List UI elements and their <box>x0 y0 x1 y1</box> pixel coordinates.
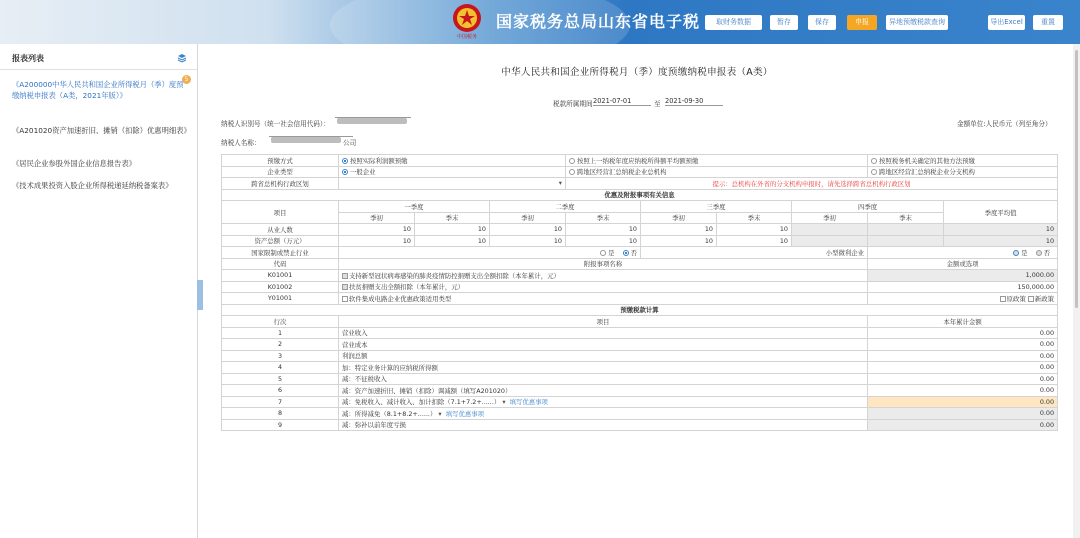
form-title: 中华人民共和国企业所得税月（季）度预缴纳税申报表（A类） <box>501 67 773 78</box>
region-warning: 提示：总机构在外省的分支机构申报时，请先选择跨省总机构行政区划 <box>566 178 1058 190</box>
redacted-taxpayer-name <box>271 137 341 143</box>
radio-icon <box>1013 250 1019 256</box>
q2-end-header: 季末 <box>566 212 641 224</box>
sidebar-item-foreign-shares[interactable]: 《居民企业参股外国企业信息报告表》 <box>12 159 137 168</box>
old-policy-label: 原政策 <box>1006 294 1026 303</box>
sidebar-item-a201020[interactable]: 《A201020资产加速折旧、摊销（扣除）优惠明细表》 <box>12 126 191 135</box>
line-no: 4 <box>222 362 339 374</box>
restricted-industry-label: 国家限制或禁止行业 <box>222 247 339 259</box>
assets-q1-end[interactable]: 10 <box>415 235 490 247</box>
region-row <box>222 178 1058 190</box>
calc-amount[interactable]: 0.00 <box>868 350 1058 362</box>
calc-row <box>222 350 1058 362</box>
checkbox-icon[interactable] <box>1000 296 1006 302</box>
sidebar-title: 报表列表 <box>12 54 44 63</box>
radio-icon <box>569 169 575 175</box>
calc-section-title: 预缴税款计算 <box>222 304 1058 316</box>
attach-row <box>222 270 1058 282</box>
taxpayer-name-suffix: 公司 <box>343 139 357 147</box>
employees-q1-end[interactable]: 10 <box>415 224 490 236</box>
export-excel-button[interactable]: 导出Excel <box>988 15 1025 30</box>
line-no: 5 <box>222 373 339 385</box>
method-option-actual[interactable]: 按照实际利润额预缴 <box>339 155 566 167</box>
line-no: 9 <box>222 419 339 431</box>
calc-item: 营业收入 <box>339 327 868 339</box>
average-header: 季度平均值 <box>944 201 1058 224</box>
type-option-head-office[interactable]: 跨地区经营汇总纳税企业总机构 <box>566 166 868 178</box>
amount-unit: 金额单位:人民币元（列至角分） <box>957 120 1052 128</box>
software-policy-options[interactable] <box>868 293 1058 305</box>
restricted-yes-label: 是 <box>608 248 615 257</box>
industry-row <box>222 247 1058 259</box>
chevron-down-icon[interactable]: ▾ <box>438 409 442 418</box>
q4-start-header: 季初 <box>792 212 868 224</box>
calc-row <box>222 396 1058 408</box>
attach-code: Y01001 <box>222 293 339 305</box>
calc-row <box>222 419 1058 431</box>
count-badge: 5 <box>182 75 191 84</box>
assets-average: 10 <box>944 235 1058 247</box>
calc-item: 减：弥补以前年度亏损 <box>339 419 868 431</box>
calc-row <box>222 327 1058 339</box>
calc-amount[interactable]: 0.00 <box>868 385 1058 397</box>
q1-header: 一季度 <box>339 201 490 213</box>
attach-item: 支持新型冠状病毒感染的肺炎疫情防控捐赠支出全额扣除（本年累计，元） <box>339 270 868 282</box>
calc-amount[interactable]: 0.00 <box>868 339 1058 351</box>
layers-icon[interactable] <box>177 53 187 63</box>
q4-end-header: 季末 <box>868 212 944 224</box>
q1-start-header: 季初 <box>339 212 415 224</box>
q3-end-header: 季末 <box>717 212 792 224</box>
chevron-down-icon: ▾ <box>558 179 562 188</box>
radio-icon <box>342 158 348 164</box>
temp-save-button[interactable]: 暂存 <box>770 15 798 30</box>
method-row <box>222 155 1058 167</box>
fill-preferential-link[interactable]: 填写优惠事项 <box>509 398 548 407</box>
checkbox-icon[interactable] <box>1028 296 1034 302</box>
sidebar-header <box>0 44 197 70</box>
calc-item: 减：免税收入、减计收入、加计扣除（7.1+7.2+......） ▾ 填写优惠事项 <box>339 396 868 408</box>
calc-amount[interactable]: 0.00 <box>868 362 1058 374</box>
restricted-no-label: 否 <box>630 248 637 257</box>
attach-item: 扶贫捐赠支出全额扣除（本年累计，元） <box>339 281 868 293</box>
attach-code: K01001 <box>222 270 339 282</box>
assets-q1-start[interactable]: 10 <box>339 235 415 247</box>
employees-q1-start[interactable]: 10 <box>339 224 415 236</box>
calc-item: 利润总额 <box>339 350 868 362</box>
radio-icon <box>569 158 575 164</box>
small-enterprise-label: 小型微利企业 <box>641 247 868 259</box>
region-label: 跨省总机构行政区划 <box>222 178 339 190</box>
radio-icon <box>1036 250 1042 256</box>
radio-icon <box>342 169 348 175</box>
calc-row <box>222 373 1058 385</box>
method-option-average[interactable]: 按照上一纳税年度应纳税所得额平均额预缴 <box>566 155 868 167</box>
calc-amount[interactable]: 0.00 <box>868 327 1058 339</box>
employees-q2-end[interactable]: 10 <box>566 224 641 236</box>
assets-q2-end[interactable]: 10 <box>566 235 641 247</box>
period-separator: 至 <box>654 100 661 108</box>
small-yes-label: 是 <box>1021 248 1028 257</box>
employees-label: 从业人数 <box>222 224 339 236</box>
line-no: 8 <box>222 408 339 420</box>
app-header <box>0 0 1080 44</box>
checkbox-icon[interactable] <box>342 296 348 302</box>
assets-q4-end <box>868 235 944 247</box>
calc-item-header: 项目 <box>339 316 868 328</box>
type-option-general[interactable]: 一般企业 <box>339 166 566 178</box>
declare-button[interactable]: 申报 <box>847 15 877 30</box>
radio-icon[interactable] <box>600 250 606 256</box>
radio-icon <box>871 169 877 175</box>
attach-code: K01002 <box>222 281 339 293</box>
radio-icon[interactable] <box>623 250 629 256</box>
restricted-industry-options[interactable] <box>339 247 641 259</box>
attach-amount-header: 金额或选项 <box>868 258 1058 270</box>
new-policy-label: 新政策 <box>1034 294 1055 303</box>
employees-q2-start[interactable]: 10 <box>490 224 566 236</box>
checkbox-icon <box>342 284 348 290</box>
attach-row <box>222 293 1058 305</box>
assets-q2-start[interactable]: 10 <box>490 235 566 247</box>
taxpayer-id-label: 纳税人识别号（统一社会信用代码）： <box>221 120 330 128</box>
q3-header: 三季度 <box>641 201 792 213</box>
calc-row <box>222 408 1058 420</box>
form-table <box>221 154 1058 431</box>
q2-start-header: 季初 <box>490 212 566 224</box>
taxpayer-name-label: 纳税人名称： <box>221 139 261 147</box>
employees-row <box>222 224 1058 236</box>
employees-q3-start[interactable]: 10 <box>641 224 717 236</box>
employees-q3-end[interactable]: 10 <box>717 224 792 236</box>
fetch-finance-data-button[interactable]: 取财务数据 <box>705 15 762 30</box>
period-label: 税款所属期间 <box>553 100 593 108</box>
checkbox-icon <box>342 273 348 279</box>
calc-amount: 0.00 <box>868 408 1058 420</box>
calc-item: 加：特定业务计算的应纳税所得额 <box>339 362 868 374</box>
line-no-header: 行次 <box>222 316 339 328</box>
q2-header: 二季度 <box>490 201 641 213</box>
type-row <box>222 166 1058 178</box>
save-button[interactable]: 保存 <box>808 15 836 30</box>
line-no: 2 <box>222 339 339 351</box>
calc-row <box>222 339 1058 351</box>
assets-label: 资产总额（万元） <box>222 235 339 247</box>
calc-row <box>222 362 1058 374</box>
attach-code-header: 代码 <box>222 258 339 270</box>
period-to-input[interactable]: 2021-09-30 <box>665 97 723 106</box>
remote-prepay-query-button[interactable]: 异地预缴税款查询 <box>886 15 948 30</box>
type-option-branch[interactable]: 跨地区经营汇总纳税企业分支机构 <box>868 166 1058 178</box>
calc-item: 减：资产加速折旧、摊销（扣除）调减额（填写A201020） <box>339 385 868 397</box>
employees-average: 10 <box>944 224 1058 236</box>
emblem-caption: 中国税务 <box>456 34 477 40</box>
q4-header: 四季度 <box>792 201 944 213</box>
calc-item: 营业成本 <box>339 339 868 351</box>
attach-name-header: 附报事项名称 <box>339 258 868 270</box>
assets-q3-start[interactable]: 10 <box>641 235 717 247</box>
chevron-down-icon[interactable]: ▾ <box>502 398 506 407</box>
assets-row <box>222 235 1058 247</box>
fill-preferential-link[interactable]: 填写优惠事项 <box>445 409 485 418</box>
reset-button[interactable]: 重置 <box>1033 15 1063 30</box>
line-no: 7 <box>222 396 339 408</box>
employees-q4-end <box>868 224 944 236</box>
assets-q3-end[interactable]: 10 <box>717 235 792 247</box>
method-option-other[interactable]: 按照税务机关确定的其他方法预缴 <box>868 155 1058 167</box>
small-enterprise-options <box>868 247 1058 259</box>
attach-item[interactable]: 软件集成电路企业优惠政策适用类型 <box>339 293 868 305</box>
sidebar-item-tech-investment[interactable]: 《技术成果投资入股企业所得税递延纳税备案表》 <box>12 181 173 190</box>
assets-q4-start <box>792 235 868 247</box>
sidebar-item-a200000[interactable]: 《A200000中华人民共和国企业所得税月（季）度预缴纳税申报表（A类，2021年版）》 <box>12 80 184 100</box>
employees-q4-start <box>792 224 868 236</box>
attach-row <box>222 281 1058 293</box>
app-title: 国家税务总局山东省电子税 <box>496 12 701 31</box>
method-label: 预缴方式 <box>222 155 339 167</box>
calc-amount[interactable]: 0.00 <box>868 373 1058 385</box>
attach-amount-input[interactable]: 150,000.00 <box>868 281 1058 293</box>
q3-start-header: 季初 <box>641 212 717 224</box>
calc-row <box>222 385 1058 397</box>
region-select[interactable] <box>339 178 566 190</box>
calc-item: 减：所得减免（8.1+8.2+......） ▾ 填写优惠事项 <box>339 408 868 420</box>
scrollbar-thumb[interactable] <box>1075 50 1078 308</box>
calc-amount-header: 本年累计金额 <box>868 316 1058 328</box>
quarter-item-header: 项目 <box>222 201 339 224</box>
period-from-input[interactable]: 2021-07-01 <box>593 97 651 106</box>
sidebar <box>0 44 198 538</box>
preferential-section-title: 优惠及附报事项有关信息 <box>222 189 1058 201</box>
calc-amount: 0.00 <box>868 396 1058 408</box>
line-no: 3 <box>222 350 339 362</box>
line-no: 1 <box>222 327 339 339</box>
small-no-label: 否 <box>1043 248 1050 257</box>
calc-item: 减：不征税收入 <box>339 373 868 385</box>
form-area <box>203 44 1071 538</box>
calc-amount: 0.00 <box>868 419 1058 431</box>
type-label: 企业类型 <box>222 166 339 178</box>
radio-icon <box>871 158 877 164</box>
redacted-taxpayer-id <box>337 118 407 124</box>
line-no: 6 <box>222 385 339 397</box>
q1-end-header: 季末 <box>415 212 490 224</box>
attach-amount: 1,000.00 <box>868 270 1058 282</box>
